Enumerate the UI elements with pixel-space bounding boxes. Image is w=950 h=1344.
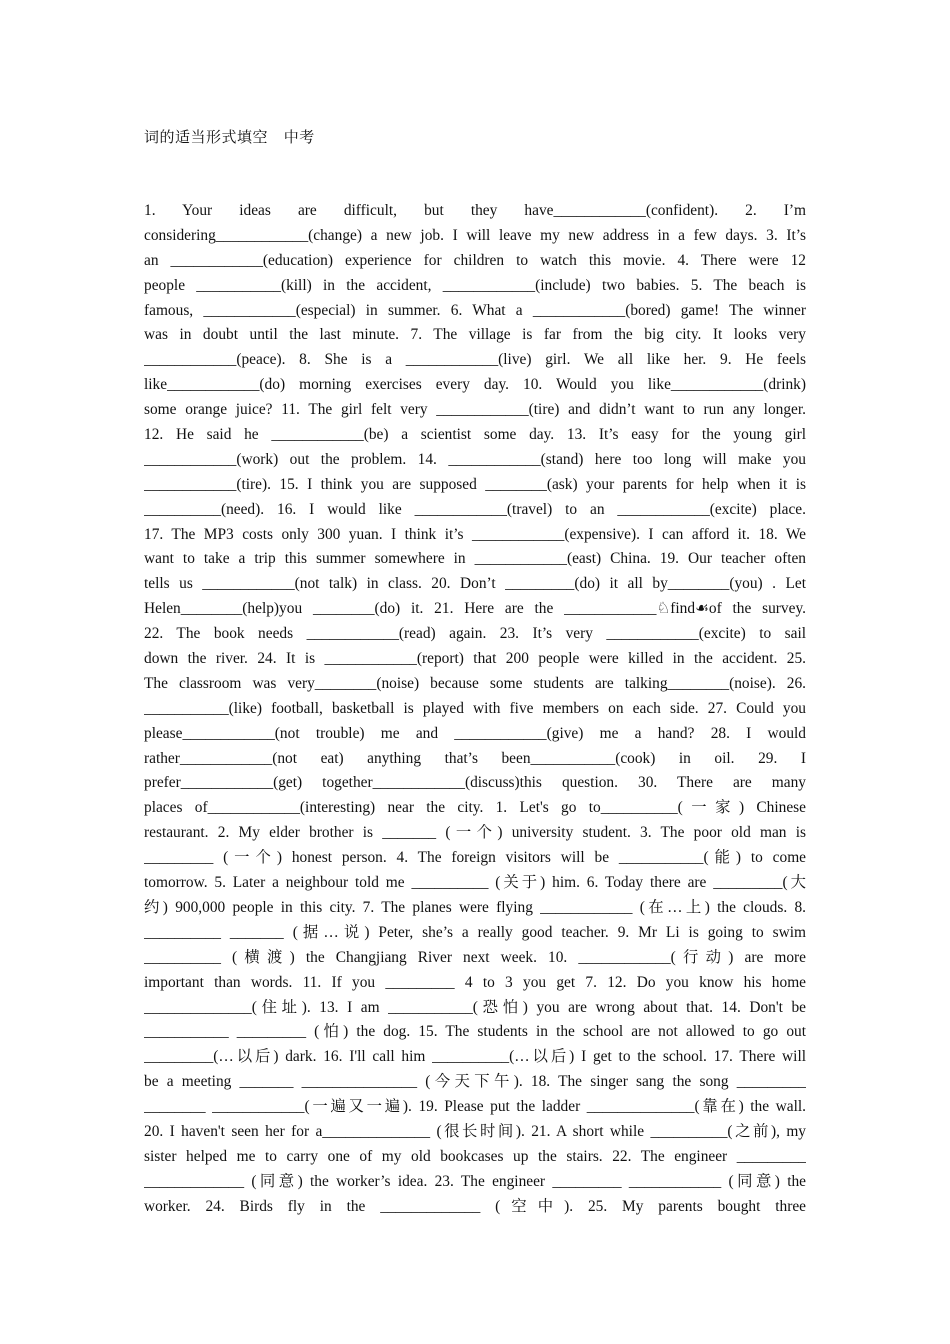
text-line: be a meeting _______ _______________ (今天下午). 18. The singer sang the song _________	[144, 1073, 806, 1091]
text-line: __________(need). 16. I would like ____________(travel) to an ____________(excite) place.	[144, 500, 806, 518]
text-line: 12. He said he ____________(be) a scientist some day. 13. It’s easy for the young girl	[144, 426, 806, 444]
text-line: ___________(like) football, basketball is played with five members on each side. 27. Could you	[144, 699, 806, 717]
exercise-text	[144, 199, 806, 1220]
text-line: Helen________(help)you ________(do) it. 21. Here are the ____________♘find☙of the survey.	[144, 600, 806, 618]
text-line: ______________(住址). 13. I am ___________(恐怕) you are wrong about that. 14. Don't be	[144, 998, 806, 1016]
text-line: worker. 24. Birds fly in the _____________ (空中). 25. My parents bought three	[144, 1197, 806, 1215]
text-line: please____________(not trouble) me and ____________(give) me a hand? 28. I would	[144, 724, 806, 742]
page-title: 词的适当形式填空 中考	[144, 128, 315, 146]
text-line: places of____________(interesting) near the city. 1. Let's go to__________(一家) Chinese	[144, 799, 806, 817]
text-line: restaurant. 2. My elder brother is _______ (一个) university student. 3. The poor old man is	[144, 824, 806, 842]
text-line: 17. The MP3 costs only 300 yuan. I think it’s ____________(expensive). I can afford it. 18. We	[144, 525, 806, 543]
text-line: _________(…以后) dark. 16. I'll call him __________(…以后) I get to the school. 17. There will	[144, 1048, 806, 1066]
text-line: an ____________(education) experience for children to watch this movie. 4. There were 12	[144, 251, 806, 269]
text-line: prefer____________(get) together____________(discuss)this question. 30. There are many	[144, 774, 806, 792]
text-line: ____________(work) out the problem. 14. ____________(stand) here too long will make you	[144, 450, 806, 468]
text-line: considering____________(change) a new job. I will leave my new address in a few days. 3. It’s	[144, 226, 806, 244]
text-line: like____________(do) morning exercises every day. 10. Would you like____________(drink)	[144, 376, 806, 394]
text-line: __________ (横渡) the Changjiang River next week. 10. ____________(行动) are more	[144, 948, 806, 966]
text-line: was in doubt until the last minute. 7. The village is far from the big city. It looks very	[144, 326, 806, 344]
text-line: ________ ____________(一遍又一遍). 19. Please put the ladder ______________(靠在) the wall.	[144, 1098, 806, 1116]
text-line: 约) 900,000 people in this city. 7. The planes were flying ____________ (在…上) the clouds. 8.	[144, 898, 806, 916]
text-line: ___________ _________ (怕) the dog. 15. The students in the school are not allowed to go out	[144, 1023, 806, 1041]
text-line: want to take a trip this summer somewhere in ____________(east) China. 19. Our teacher often	[144, 550, 806, 568]
text-line: tomorrow. 5. Later a neighbour told me __________ (关于) him. 6. Today there are _________(大	[144, 874, 806, 892]
text-line: down the river. 24. It is ____________(report) that 200 people were killed in the accident. 25.	[144, 650, 806, 668]
text-line: ____________(tire). 15. I think you are supposed ________(ask) your parents for help when it is	[144, 475, 806, 493]
text-line: 22. The book needs ____________(read) again. 23. It’s very ____________(excite) to sail	[144, 625, 806, 643]
text-line: sister helped me to carry one of my old bookcases up the stairs. 22. The engineer _________	[144, 1147, 806, 1165]
text-line: ____________(peace). 8. She is a ____________(live) girl. We all like her. 9. He feels	[144, 351, 806, 369]
text-line: some orange juice? 11. The girl felt very ____________(tire) and didn’t want to run any longer.	[144, 401, 806, 419]
text-line: 1. Your ideas are difficult, but they have____________(confident). 2. I’m	[144, 202, 806, 219]
text-line: _________ (一个) honest person. 4. The foreign visitors will be ___________(能) to come	[144, 849, 806, 867]
text-line: rather____________(not eat) anything that’s been___________(cook) in oil. 29. I	[144, 749, 806, 767]
text-line: The classroom was very________(noise) because some students are talking________(noise). 26.	[144, 674, 806, 692]
text-line: _____________ (同意) the worker’s idea. 23. The engineer _________ ____________ (同意) the	[144, 1172, 806, 1190]
text-line: tells us ____________(not talk) in class. 20. Don’t _________(do) it all by________(you) . Let	[144, 575, 806, 593]
text-line: __________ _______ (据…说) Peter, she’s a really good teacher. 9. Mr Li is going to swim	[144, 923, 806, 941]
text-line: people ___________(kill) in the accident, ____________(include) two babies. 5. The beach is	[144, 276, 806, 294]
text-line: 20. I haven't seen her for a______________ (很长时间). 21. A short while __________(之前), my	[144, 1122, 806, 1140]
text-line: famous, ____________(especial) in summer. 6. What a ____________(bored) game! The winner	[144, 301, 806, 319]
text-line: important than words. 11. If you _________ 4 to 3 you get 7. 12. Do you know his home	[144, 973, 806, 991]
